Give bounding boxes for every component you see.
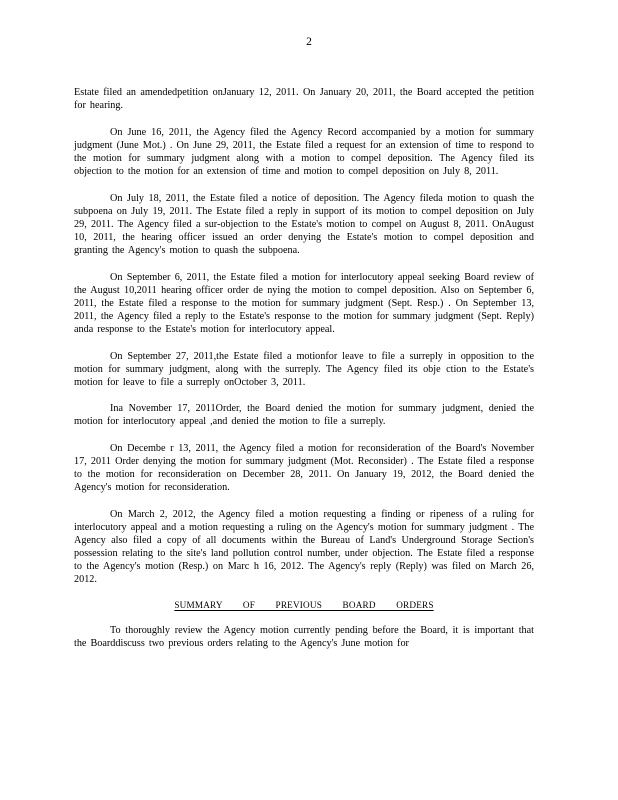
paragraph-deposition-subpoena: On July 18, 2011, the Estate filed a notice of deposition. The Agency fileda motion to quash the subpoena on July 19, 2011. The Estate filed a reply in support of its motion to compel deposition on July 29, 2011. The Agency filed a sur-objection to the Estate's motion to compel on August 8, 2011. OnAugust 10, 2011, the hearing officer issued an order denying the Estate's motion to compel deposition and granting the Agency's motion to quash the subpoena.: [74, 192, 534, 256]
paragraph-petition-accepted: Estate filed an amendedpetition onJanuary 12, 2011. On January 20, 2011, the Board accepted the petition for hearing.: [74, 87, 534, 112]
document-body: [74, 86, 534, 664]
paragraph-reconsideration: On Decembe r 13, 2011, the Agency filed a motion for reconsideration of the Board's November 17, 2011 Order denying the motion for summary judgment (Mot. Reconsider) . The Estate filed a response to the motion for reconsideration on December 28, 2011. On January 19, 2012, the Board denied the Agency's motion for reconsideration.: [74, 442, 534, 494]
section-heading-text: SUMMARY OF PREVIOUS BOARD ORDERS: [174, 599, 434, 610]
paragraph-ripeness-motion: On March 2, 2012, the Agency filed a motion requesting a finding or ripeness of a ruling for interlocutory appeal and a motion requesting a ruling on the Agency's motion for summary judgment . The Agency also filed a copy of all documents within the Bureau of Land's Underground Storage Section's possession relating to the site's land pollution control number, under objection. The Estate filed a response to the Agency's motion (Resp.) on Marc h 16, 2012. The Agency's reply (Reply) was filed on March 26, 2012.: [74, 508, 534, 586]
paragraph-interlocutory-appeal: On September 6, 2011, the Estate filed a motion for interlocutory appeal seeking Board review of the August 10,2011 hearing officer order de nying the motion to compel deposition. Also on September 6, 2011, the Estate filed a response to the motion for summary judgment (Sept. Resp.) . On September 13, 2011, the Agency filed a reply to the Estate's response to the motion for summary judgment (Sept. Reply) anda response to the Estate's motion for interlocutory appeal.: [74, 271, 534, 335]
paragraph-summary-judgment-motion: On June 16, 2011, the Agency filed the Agency Record accompanied by a motion for summary judgment (June Mot.) . On June 29, 2011, the Estate filed a request for an extension of time to respond to the motion for summary judgment along with a motion to compel deposition. The Agency filed its objection to the motion for an extension of time and motion to compel deposition on July 8, 2011.: [74, 126, 534, 177]
page-number: 2: [306, 36, 312, 48]
paragraph-surreply: On September 27, 2011,the Estate filed a motionfor leave to file a surreply in opposition to the motion for summary judgment, along with the surreply. The Agency filed its obje ction to the Estate's motion for leave to file a surreply onOctober 3, 2011.: [74, 350, 534, 388]
section-heading: [74, 600, 534, 610]
paragraph-review-intro: To thoroughly review the Agency motion currently pending before the Board, it is important that the Boarddiscuss two previous orders relating to the Agency's June motion for: [74, 624, 534, 649]
paragraph-november-order: Ina November 17, 2011Order, the Board denied the motion for summary judgment, denied the motion for interlocutory appeal ,and denied the motion to file a surreply.: [74, 403, 534, 428]
